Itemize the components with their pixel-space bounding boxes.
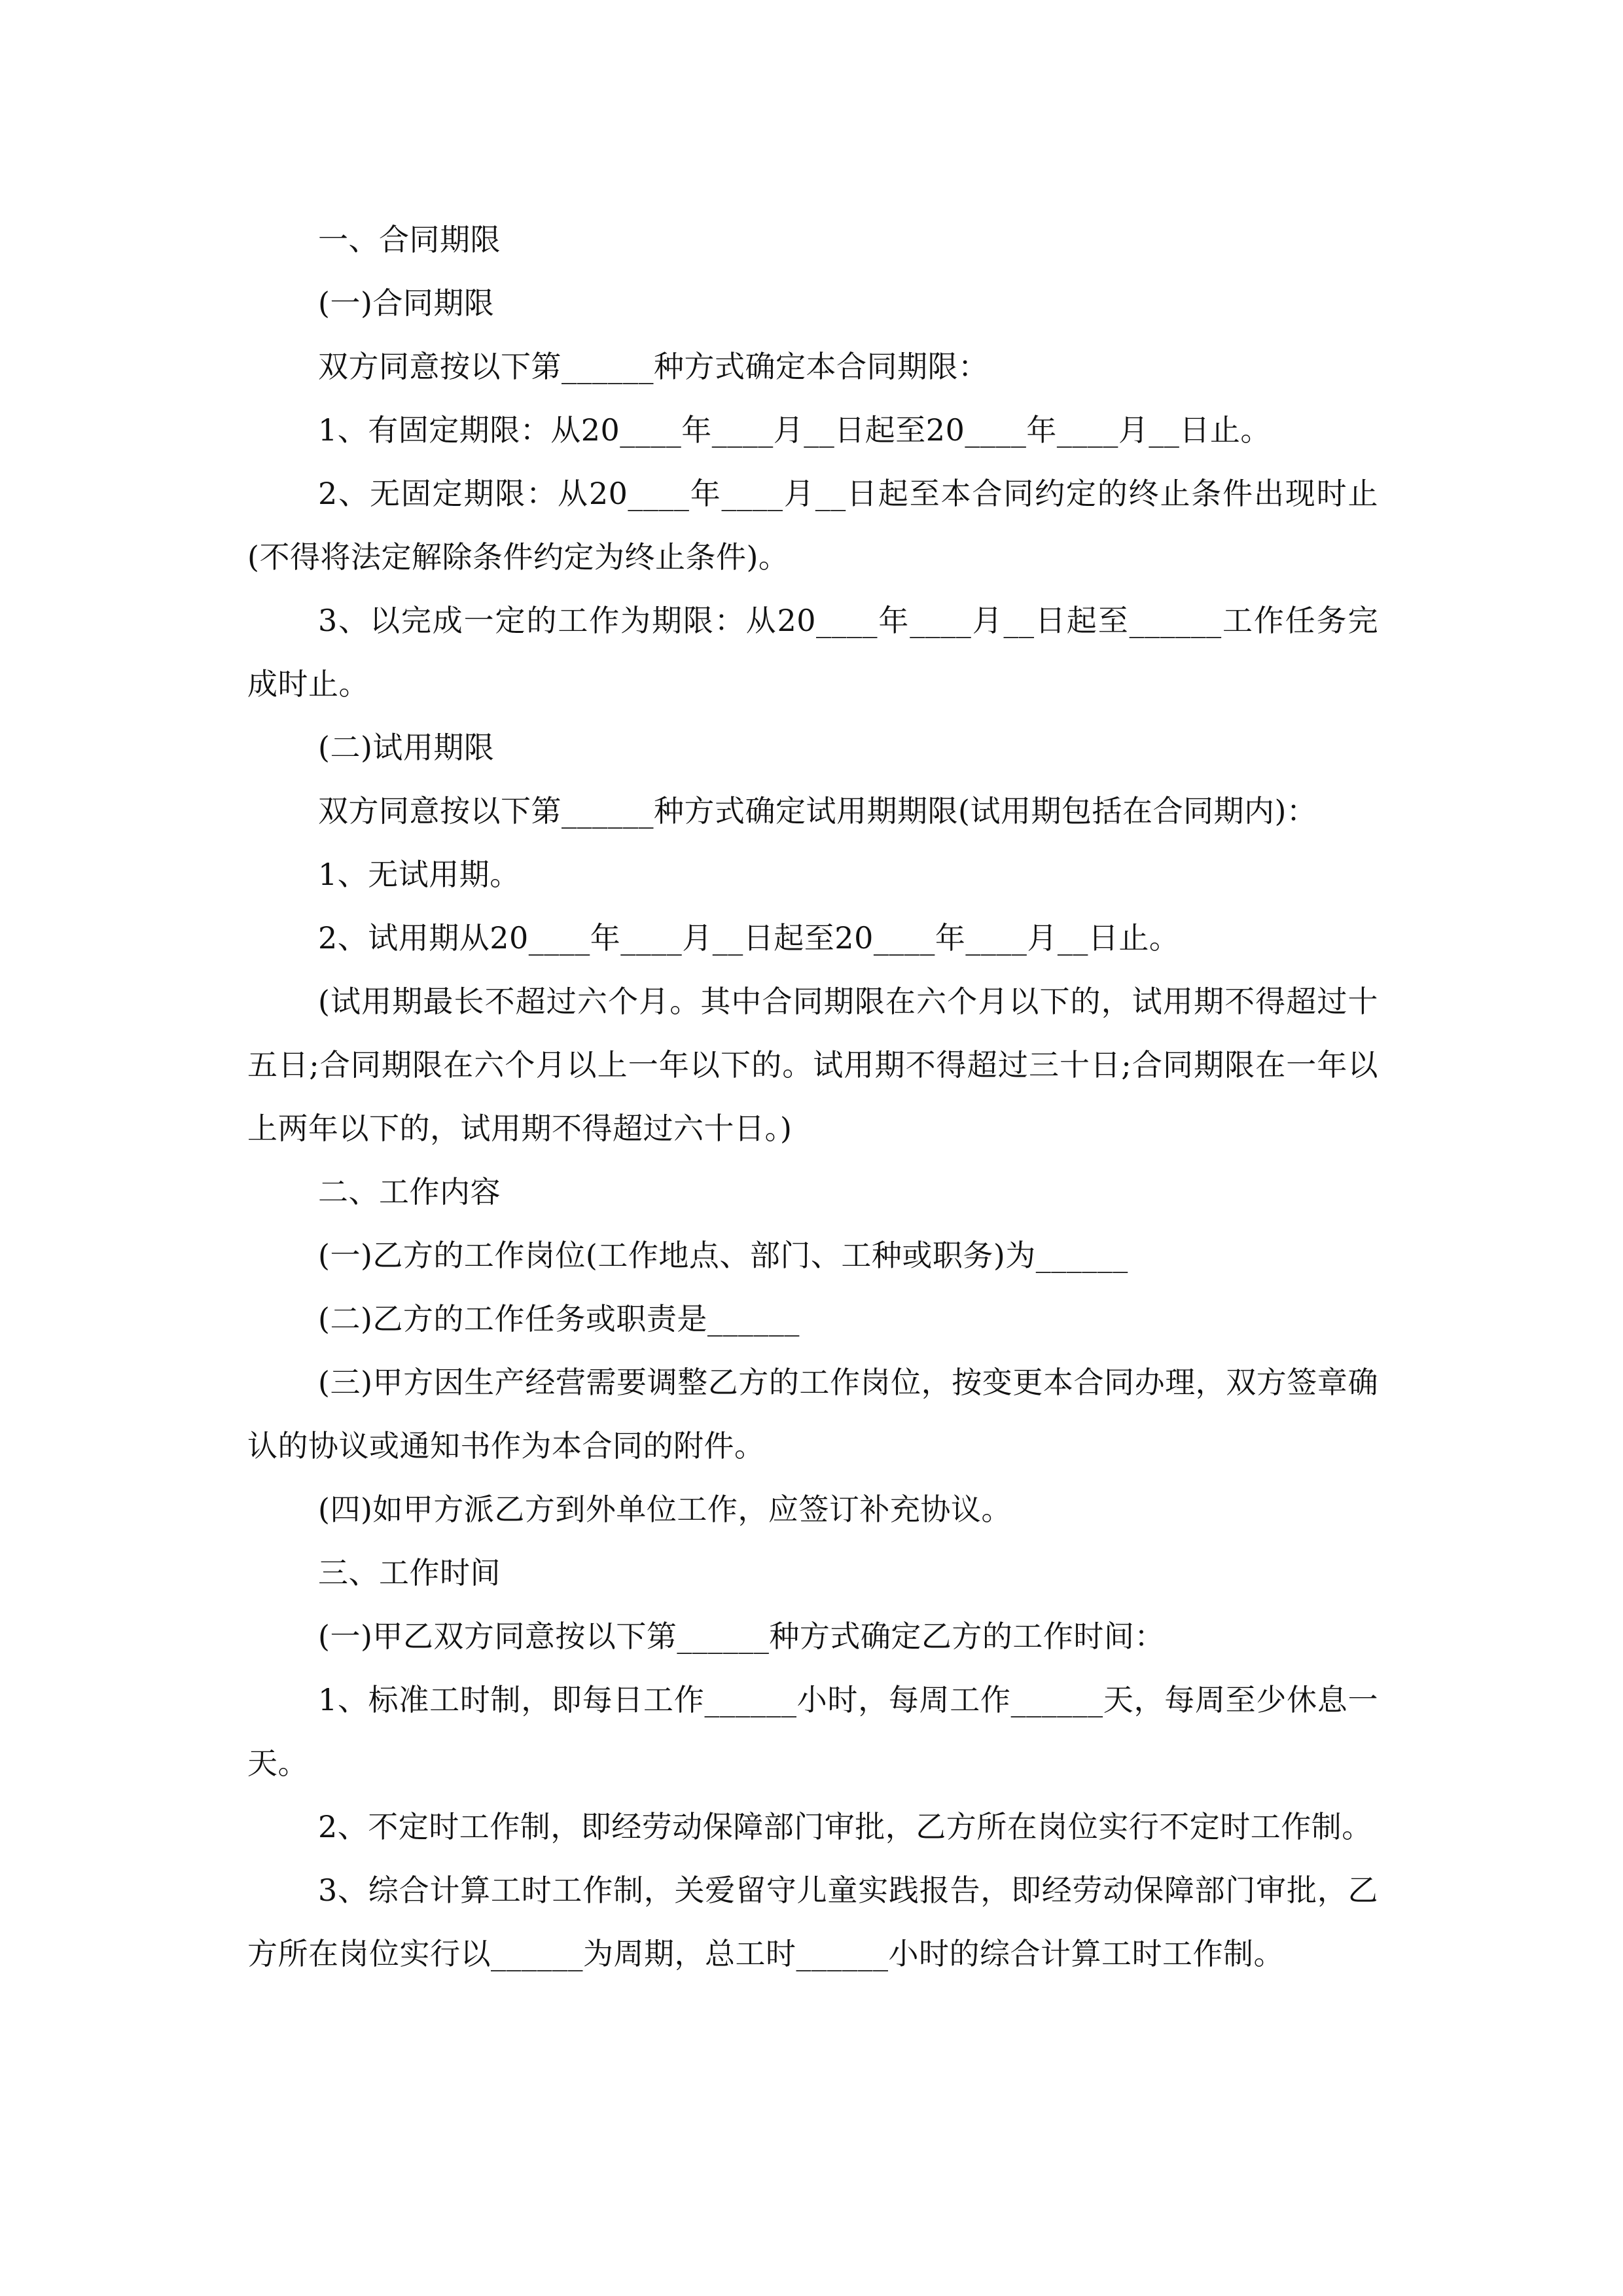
- subsection-heading-contract-term: (一)合同期限: [318, 285, 495, 321]
- subsection-heading-probation: (二)试用期限: [318, 730, 495, 765]
- paragraph-fixed-term: 1、有固定期限：从20____年____月__日起至20____年____月__日止。: [318, 412, 1271, 448]
- paragraph-probation-note: (试用期最长不超过六个月。其中合同期限在六个月以下的，试用期不得超过十五日;合同期限在六个月以上一年以下的。试用期不得超过三十日;合同期限在一年以上两年以下的，试用期不得超过六十日。): [247, 984, 1378, 1146]
- paragraph-job-position: (一)乙方的工作岗位(工作地点、部门、工种或职务)为______: [318, 1238, 1128, 1273]
- section-heading-contract-term: 一、合同期限: [318, 222, 501, 257]
- paragraph-position-change: (三)甲方因生产经营需要调整乙方的工作岗位，按变更本合同办理，双方签章确认的协议或通知书作为本合同的附件。: [247, 1365, 1378, 1463]
- paragraph-open-term: 2、无固定期限：从20____年____月__日起至本合同约定的终止条件出现时止(不得将法定解除条件约定为终止条件)。: [247, 476, 1378, 575]
- paragraph-hours-method: (一)甲乙双方同意按以下第______种方式确定乙方的工作时间：: [318, 1619, 1165, 1654]
- paragraph-probation-dates: 2、试用期从20____年____月__日起至20____年____月__日止。: [318, 920, 1180, 956]
- paragraph-term-method: 双方同意按以下第______种方式确定本合同期限：: [318, 349, 989, 384]
- paragraph-comprehensive-hours: 3、综合计算工时工作制，关爱留守儿童实践报告，即经劳动保障部门审批，乙方所在岗位实行以______为周期，总工时______小时的综合计算工时工作制。: [247, 1873, 1378, 1971]
- paragraph-job-duties: (二)乙方的工作任务或职责是______: [318, 1301, 800, 1336]
- paragraph-standard-hours: 1、标准工时制，即每日工作______小时，每周工作______天，每周至少休息一天。: [247, 1682, 1378, 1781]
- paragraph-external-assignment: (四)如甲方派乙方到外单位工作，应签订补充协议。: [318, 1492, 1012, 1527]
- section-heading-work-hours: 三、工作时间: [318, 1555, 501, 1590]
- paragraph-no-probation: 1、无试用期。: [318, 857, 520, 892]
- paragraph-flexible-hours: 2、不定时工作制，即经劳动保障部门审批，乙方所在岗位实行不定时工作制。: [318, 1809, 1372, 1844]
- section-heading-work-content: 二、工作内容: [318, 1174, 501, 1210]
- paragraph-probation-method: 双方同意按以下第______种方式确定试用期期限(试用期包括在合同期内)：: [318, 793, 1317, 829]
- paragraph-task-term: 3、以完成一定的工作为期限：从20____年____月__日起至______工作任务完成时止。: [247, 603, 1378, 702]
- contract-body: [247, 208, 1378, 1986]
